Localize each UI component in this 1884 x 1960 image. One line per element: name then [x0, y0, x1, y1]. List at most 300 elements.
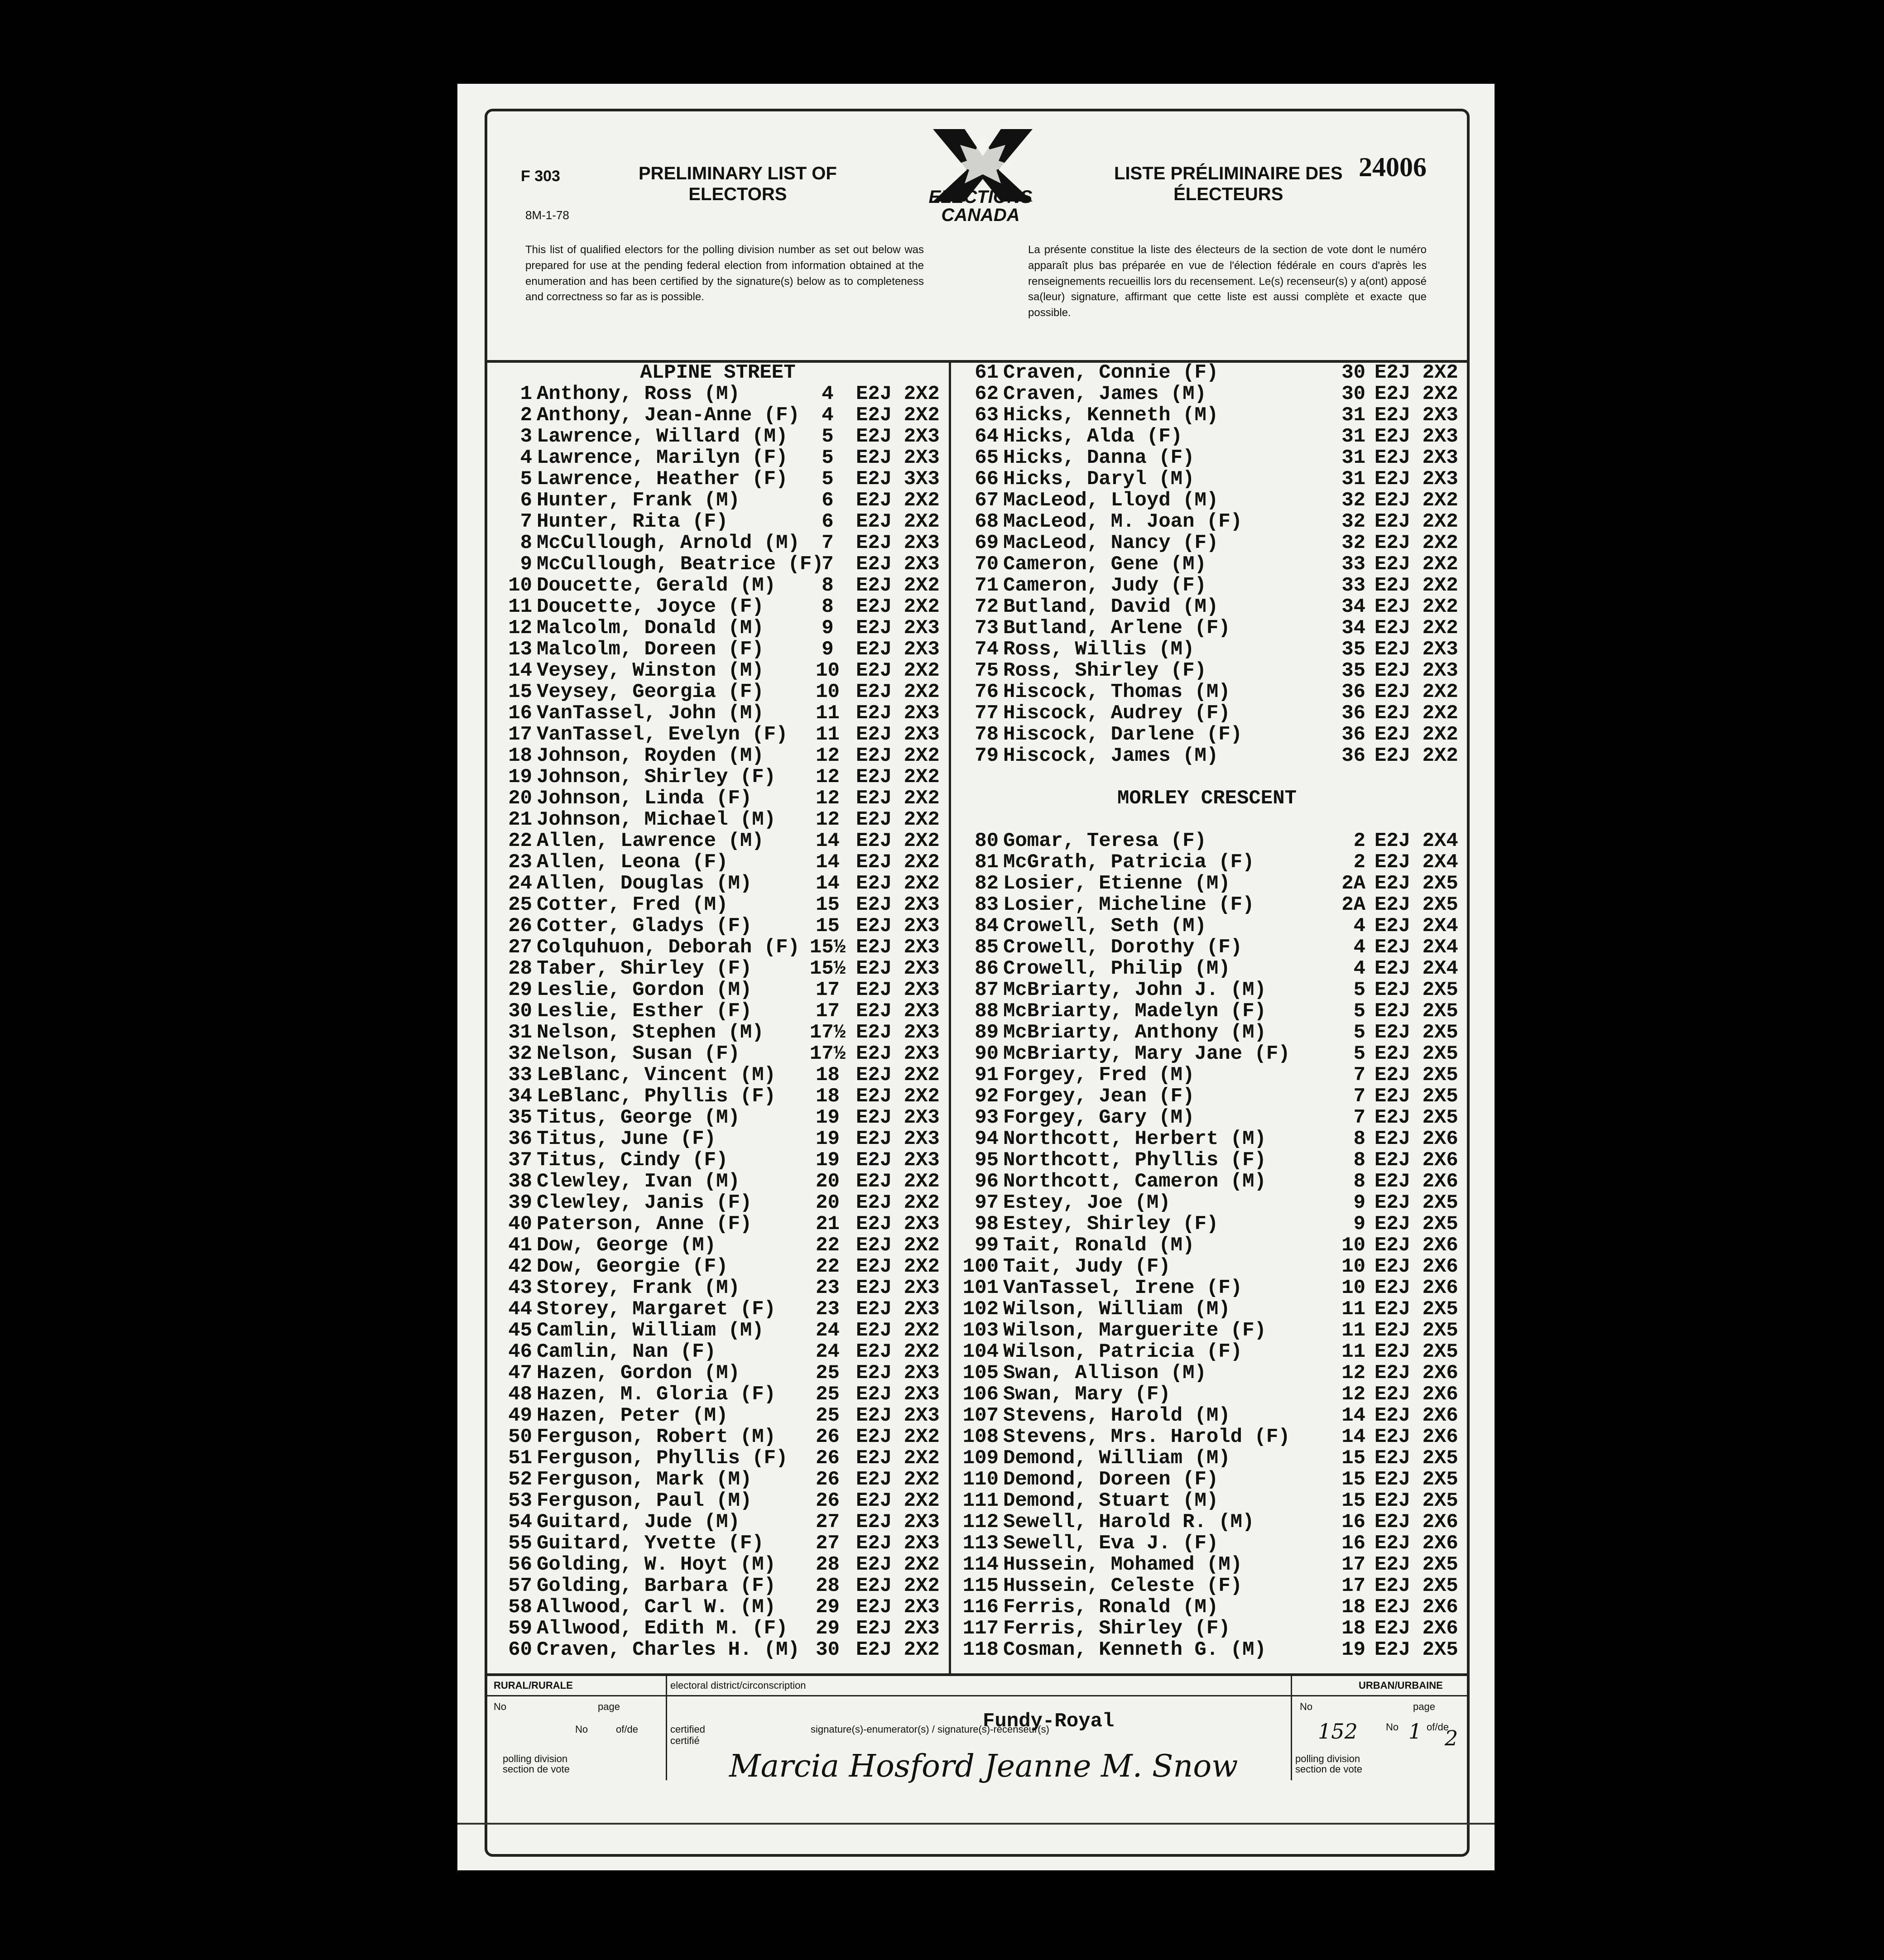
house-number: 23: [816, 1298, 840, 1321]
postal-code: E2J 2X2: [1375, 361, 1458, 384]
postal-code: E2J 2X6: [1375, 1234, 1458, 1257]
elector-number: 15: [508, 681, 532, 703]
elector-name: Butland, David (M): [1003, 596, 1219, 618]
elector-number: 79: [975, 745, 999, 767]
house-number: 2: [1353, 851, 1365, 874]
street-heading: ALPINE STREET: [640, 361, 796, 384]
urban-section-vote-label: section de vote: [1295, 1763, 1362, 1775]
elector-name: Stevens, Harold (M): [1003, 1404, 1230, 1427]
house-number: 12: [816, 766, 840, 788]
urban-of-label: of/de: [1427, 1721, 1449, 1733]
house-number: 4: [822, 383, 834, 405]
house-number: 14: [1341, 1426, 1365, 1448]
urban-no-label: No: [1300, 1701, 1313, 1712]
elector-name: Camlin, Nan (F): [537, 1340, 716, 1363]
elector-name: Cosman, Kenneth G. (M): [1003, 1638, 1266, 1661]
elector-row: [953, 362, 1461, 384]
elector-number: 71: [975, 574, 999, 597]
elector-name: Demond, William (M): [1003, 1447, 1230, 1470]
elector-row: [953, 490, 1461, 511]
elector-row: [953, 1192, 1461, 1214]
elector-number: 73: [975, 617, 999, 639]
elector-row: [953, 1427, 1461, 1448]
elector-row: [953, 1341, 1461, 1363]
elector-number: 93: [975, 1106, 999, 1129]
elector-number: 62: [975, 383, 999, 405]
elector-number: 97: [975, 1191, 999, 1214]
elector-name: Guitard, Jude (M): [537, 1511, 740, 1533]
elector-number: 86: [975, 957, 999, 980]
elector-number: 116: [962, 1596, 999, 1619]
house-number: 11: [816, 702, 840, 725]
postal-code: E2J 2X6: [1375, 1532, 1458, 1555]
elector-number: 83: [975, 894, 999, 916]
postal-code: E2J 2X3: [856, 957, 940, 980]
elector-name: Malcolm, Doreen (F): [537, 638, 764, 661]
elector-number: 20: [508, 787, 532, 810]
elector-row: [489, 1320, 947, 1341]
postal-code: E2J 2X5: [1375, 872, 1458, 895]
elector-name: Camlin, William (M): [537, 1319, 764, 1342]
elector-number: 39: [508, 1191, 532, 1214]
elector-number: 33: [508, 1064, 532, 1086]
postal-code: E2J 2X2: [856, 766, 940, 788]
house-number: 31: [1341, 404, 1365, 427]
elector-name: Golding, Barbara (F): [537, 1575, 776, 1597]
house-number: 4: [1353, 936, 1365, 959]
elector-row: [489, 980, 947, 1001]
elector-number: 91: [975, 1064, 999, 1086]
elector-row: [489, 384, 947, 405]
elector-row: [953, 1065, 1461, 1086]
elector-name: Hiscock, Audrey (F): [1003, 702, 1230, 725]
elector-row: [953, 554, 1461, 575]
postal-code: E2J 2X5: [1375, 1553, 1458, 1576]
postal-code: E2J 2X3: [856, 1128, 940, 1150]
elector-row: [953, 384, 1461, 405]
house-number: 15: [1341, 1489, 1365, 1512]
elector-name: Dow, Georgie (F): [537, 1255, 728, 1278]
elector-row: [953, 1086, 1461, 1107]
postal-code: E2J 2X3: [856, 1404, 940, 1427]
elector-row: [489, 1597, 947, 1618]
elector-name: Doucette, Joyce (F): [537, 596, 764, 618]
house-number: 12: [816, 787, 840, 810]
postal-code: E2J 2X6: [1375, 1128, 1458, 1150]
postal-code: E2J 2X3: [856, 638, 940, 661]
house-number: 18: [1341, 1617, 1365, 1640]
elector-name: Forgey, Jean (F): [1003, 1085, 1195, 1108]
postal-code: E2J 2X2: [856, 808, 940, 831]
title-english: [639, 163, 837, 205]
house-number: 29: [816, 1617, 840, 1640]
elector-name: Butland, Arlene (F): [1003, 617, 1230, 639]
elector-number: 16: [508, 702, 532, 725]
elector-row: [489, 937, 947, 958]
logo-line1: ELECTIONS: [928, 187, 1033, 207]
elector-row: [953, 1639, 1461, 1661]
elector-row: [489, 1022, 947, 1043]
urban-polling-division-label: polling division: [1295, 1753, 1360, 1764]
elector-name: McBriarty, Anthony (M): [1003, 1021, 1266, 1044]
bottom-rule: [457, 1823, 1495, 1825]
elector-number: 68: [975, 510, 999, 533]
postal-code: E2J 2X2: [856, 1447, 940, 1470]
house-number: 26: [816, 1426, 840, 1448]
elector-number: 53: [508, 1489, 532, 1512]
elector-name: Taber, Shirley (F): [537, 957, 752, 980]
elector-row: [489, 1001, 947, 1022]
house-number: 8: [822, 574, 834, 597]
elector-name: Estey, Joe (M): [1003, 1191, 1171, 1214]
house-number: 15: [1341, 1447, 1365, 1470]
elector-row: [953, 1576, 1461, 1597]
house-number: 25: [816, 1362, 840, 1384]
house-number: 15: [1341, 1468, 1365, 1491]
house-number: 12: [816, 808, 840, 831]
elector-number: 6: [520, 489, 532, 512]
house-number: 11: [1341, 1340, 1365, 1363]
elector-row: [953, 1214, 1461, 1235]
house-number: 7: [1353, 1085, 1365, 1108]
elector-rows-left: [489, 384, 947, 1661]
house-number: 14: [816, 872, 840, 895]
house-number: 6: [822, 489, 834, 512]
elector-row: [489, 1065, 947, 1086]
elector-number: 13: [508, 638, 532, 661]
house-number: 35: [1341, 638, 1365, 661]
elector-row: [489, 1256, 947, 1278]
elector-number: 74: [975, 638, 999, 661]
rural-polling-division-label: polling division: [503, 1753, 568, 1764]
postal-code: E2J 2X3: [856, 425, 940, 448]
elector-number: 72: [975, 596, 999, 618]
house-number: 5: [822, 447, 834, 469]
elector-row: [489, 873, 947, 894]
postal-code: E2J 2X2: [856, 830, 940, 852]
postal-code: E2J 2X5: [1375, 1575, 1458, 1597]
elector-row: [953, 1320, 1461, 1341]
elector-name: McBriarty, Madelyn (F): [1003, 1000, 1266, 1023]
elector-name: Hicks, Alda (F): [1003, 425, 1183, 448]
house-number: 17: [1341, 1575, 1365, 1597]
house-number: 5: [822, 468, 834, 490]
house-number: 14: [1341, 1404, 1365, 1427]
postal-code: E2J 2X5: [1375, 1468, 1458, 1491]
postal-code: E2J 2X3: [856, 553, 940, 576]
elector-name: Estey, Shirley (F): [1003, 1213, 1219, 1235]
house-number: 17½: [809, 1021, 846, 1044]
elector-row: [953, 1001, 1461, 1022]
elector-number: 45: [508, 1319, 532, 1342]
elector-name: Craven, Connie (F): [1003, 361, 1219, 384]
street-heading: MORLEY CRESCENT: [1117, 787, 1297, 810]
urban-no-label-2: No: [1386, 1721, 1399, 1733]
postal-code: E2J 2X2: [1375, 574, 1458, 597]
elector-number: 84: [975, 915, 999, 937]
rural-of-label: of/de: [616, 1724, 638, 1735]
elector-name: Ferguson, Phyllis (F): [537, 1447, 788, 1470]
postal-code: E2J 2X2: [856, 1191, 940, 1214]
rural-page-label: page: [598, 1701, 620, 1712]
elector-number: 4: [520, 447, 532, 469]
elector-row: [953, 831, 1461, 852]
elector-number: 101: [962, 1277, 999, 1299]
elector-name: Johnson, Royden (M): [537, 745, 764, 767]
postal-code: E2J 2X3: [856, 894, 940, 916]
elector-number: 109: [962, 1447, 999, 1470]
house-number: 12: [816, 745, 840, 767]
elector-name: Allwood, Edith M. (F): [537, 1617, 788, 1640]
elector-number: 25: [508, 894, 532, 916]
elector-row: [953, 469, 1461, 490]
elector-name: Cameron, Gene (M): [1003, 553, 1206, 576]
elector-number: 28: [508, 957, 532, 980]
elector-name: Colquhuon, Deborah (F): [537, 936, 800, 959]
elector-number: 96: [975, 1170, 999, 1193]
elector-row: [489, 554, 947, 575]
house-number: 17½: [809, 1042, 846, 1065]
elector-name: Crowell, Dorothy (F): [1003, 936, 1243, 959]
house-number: 5: [822, 425, 834, 448]
house-number: 16: [1341, 1511, 1365, 1533]
house-number: 20: [816, 1170, 840, 1193]
elector-row: [489, 575, 947, 596]
elector-name: Sewell, Eva J. (F): [1003, 1532, 1219, 1555]
elector-number: 47: [508, 1362, 532, 1384]
house-number: 2A: [1341, 872, 1365, 895]
elector-name: Northcott, Phyllis (F): [1003, 1149, 1266, 1172]
elector-name: Anthony, Jean-Anne (F): [537, 404, 800, 427]
elector-number: 95: [975, 1149, 999, 1172]
elector-row: [489, 1405, 947, 1427]
elector-name: Storey, Frank (M): [537, 1277, 740, 1299]
elector-number: 92: [975, 1085, 999, 1108]
footer-rule: [1291, 1676, 1292, 1780]
elector-row: [953, 1405, 1461, 1427]
elector-row: [953, 852, 1461, 873]
intro-paragraph-french: La présente constitue la liste des électeurs de la section de vote dont le numéro apparaît plus bas préparée en vue de l'élection fédérale en cours d'après les renseignements recueillis lors du recensement. Le(s) recenseur(s) y a(ont) apposé sa(leur) signature, affirmant que cette liste est aussi complète et exacte que possible.: [1028, 244, 1427, 319]
elector-number: 106: [962, 1383, 999, 1406]
elector-number: 117: [962, 1617, 999, 1640]
postal-code: E2J 2X2: [856, 787, 940, 810]
postal-code: E2J 2X5: [1375, 1085, 1458, 1108]
elector-number: 64: [975, 425, 999, 448]
elector-row: [489, 1554, 947, 1576]
postal-code: E2J 2X3: [1375, 468, 1458, 490]
elector-row: [489, 660, 947, 682]
elector-name: Clewley, Ivan (M): [537, 1170, 740, 1193]
elector-rows-right-b: [953, 831, 1461, 1661]
elector-name: Northcott, Cameron (M): [1003, 1170, 1266, 1193]
elector-number: 65: [975, 447, 999, 469]
elector-row: [489, 1086, 947, 1107]
elector-number: 54: [508, 1511, 532, 1533]
elector-row: [489, 1235, 947, 1256]
elector-number: 90: [975, 1042, 999, 1065]
elector-number: 5: [520, 468, 532, 490]
house-number: 33: [1341, 574, 1365, 597]
elector-name: Craven, Charles H. (M): [537, 1638, 800, 1661]
elector-name: Hiscock, Darlene (F): [1003, 723, 1243, 746]
postal-code: E2J 2X5: [1375, 1191, 1458, 1214]
elector-row: [953, 1533, 1461, 1554]
elector-number: 56: [508, 1553, 532, 1576]
elector-column-left: [489, 362, 947, 1661]
house-number: 30: [816, 1638, 840, 1661]
title-french: [1114, 163, 1343, 205]
house-number: 19: [816, 1149, 840, 1172]
house-number: 26: [816, 1468, 840, 1491]
elector-number: 59: [508, 1617, 532, 1640]
elector-row: [953, 1235, 1461, 1256]
elector-row: [489, 469, 947, 490]
elector-name: Cotter, Gladys (F): [537, 915, 752, 937]
house-number: 12: [1341, 1362, 1365, 1384]
elector-number: 67: [975, 489, 999, 512]
elector-name: Sewell, Harold R. (M): [1003, 1511, 1254, 1533]
elector-name: Wilson, Patricia (F): [1003, 1340, 1243, 1363]
elector-row: [953, 1129, 1461, 1150]
postal-code: E2J 2X2: [856, 596, 940, 618]
postal-code: E2J 2X6: [1375, 1362, 1458, 1384]
house-number: 29: [816, 1596, 840, 1619]
house-number: 19: [1341, 1638, 1365, 1661]
elector-name: Hunter, Frank (M): [537, 489, 740, 512]
house-number: 17: [816, 1000, 840, 1023]
elector-name: Forgey, Gary (M): [1003, 1106, 1195, 1129]
elector-number: 9: [520, 553, 532, 576]
elector-name: Hazen, Gordon (M): [537, 1362, 740, 1384]
house-number: 16: [1341, 1532, 1365, 1555]
elector-number: 41: [508, 1234, 532, 1257]
elector-number: 58: [508, 1596, 532, 1619]
postal-code: E2J 2X6: [1375, 1170, 1458, 1193]
elector-number: 60: [508, 1638, 532, 1661]
title-english-line1: PRELIMINARY LIST OF: [639, 163, 837, 183]
postal-code: E2J 2X3: [1375, 425, 1458, 448]
postal-code: E2J 2X5: [1375, 1042, 1458, 1065]
elector-name: Losier, Micheline (F): [1003, 894, 1254, 916]
postal-code: E2J 2X5: [1375, 1064, 1458, 1086]
elector-number: 32: [508, 1042, 532, 1065]
house-number: 8: [822, 596, 834, 618]
elector-number: 108: [962, 1426, 999, 1448]
elector-row: [953, 1043, 1461, 1065]
elector-number: 30: [508, 1000, 532, 1023]
house-number: 22: [816, 1255, 840, 1278]
postal-code: E2J 2X5: [1375, 1021, 1458, 1044]
form-code-secondary: 8M-1-78: [525, 208, 569, 222]
elector-number: 3: [520, 425, 532, 448]
elector-number: 61: [975, 361, 999, 384]
house-number: 26: [816, 1489, 840, 1512]
house-number: 27: [816, 1511, 840, 1533]
elector-number: 37: [508, 1149, 532, 1172]
postal-code: E2J 2X3: [856, 1511, 940, 1533]
postal-code: E2J 2X3: [856, 1383, 940, 1406]
house-number: 7: [1353, 1106, 1365, 1129]
elector-number: 24: [508, 872, 532, 895]
elector-row: [953, 1022, 1461, 1043]
certified-label: certified: [670, 1724, 706, 1735]
elector-number: 12: [508, 617, 532, 639]
house-number: 9: [1353, 1213, 1365, 1235]
house-number: 36: [1341, 681, 1365, 703]
postal-code: E2J 2X3: [856, 1021, 940, 1044]
elector-row: [489, 1043, 947, 1065]
postal-code: E2J 2X3: [856, 723, 940, 746]
elector-number: 50: [508, 1426, 532, 1448]
postal-code: E2J 2X2: [1375, 510, 1458, 533]
elector-row: [489, 852, 947, 873]
elector-name: Lawrence, Marilyn (F): [537, 447, 788, 469]
elector-row: [953, 1171, 1461, 1192]
elector-row: [489, 1490, 947, 1512]
elector-row: [953, 1597, 1461, 1618]
elector-number: 31: [508, 1021, 532, 1044]
house-number: 36: [1341, 702, 1365, 725]
elector-row: [953, 639, 1461, 660]
house-number: 18: [1341, 1596, 1365, 1619]
house-number: 4: [822, 404, 834, 427]
postal-code: E2J 2X4: [1375, 830, 1458, 852]
house-number: 7: [1353, 1064, 1365, 1086]
postal-code: E2J 2X2: [1375, 681, 1458, 703]
house-number: 11: [816, 723, 840, 746]
rural-no-label: No: [494, 1701, 507, 1712]
postal-code: E2J 2X2: [856, 1553, 940, 1576]
elector-number: 113: [962, 1532, 999, 1555]
postal-code: E2J 2X3: [856, 702, 940, 725]
house-number: 10: [1341, 1277, 1365, 1299]
house-number: 35: [1341, 659, 1365, 682]
elector-number: 29: [508, 979, 532, 1001]
intro-paragraph-english: This list of qualified electors for the polling division number as set out below was prepared for use at the pending federal election from information obtained at the enumeration and has been certified by the signature(s) below as to completeness and correctness so far as is possible.: [525, 244, 924, 303]
postal-code: E2J 2X3: [1375, 659, 1458, 682]
postal-code: E2J 2X2: [1375, 745, 1458, 767]
elector-number: 8: [520, 532, 532, 554]
elector-name: Hussein, Mohamed (M): [1003, 1553, 1243, 1576]
postal-code: E2J 2X3: [1375, 638, 1458, 661]
postal-code: E2J 2X5: [1375, 979, 1458, 1001]
elector-name: Cameron, Judy (F): [1003, 574, 1206, 597]
house-number: 5: [1353, 979, 1365, 1001]
postal-code: E2J 2X2: [856, 1085, 940, 1108]
elector-number: 66: [975, 468, 999, 490]
elector-row: [489, 1171, 947, 1192]
postal-code: E2J 2X3: [856, 1298, 940, 1321]
postal-code: E2J 2X2: [1375, 532, 1458, 554]
elector-name: McCullough, Beatrice (F): [537, 553, 824, 576]
elector-row: [953, 1554, 1461, 1576]
elector-row: [953, 724, 1461, 745]
elector-name: Gomar, Teresa (F): [1003, 830, 1206, 852]
elector-row: [489, 1576, 947, 1597]
postal-code: E2J 2X2: [856, 1638, 940, 1661]
elector-name: Northcott, Herbert (M): [1003, 1128, 1266, 1150]
postal-code: E2J 2X2: [856, 1468, 940, 1491]
house-number: 14: [816, 851, 840, 874]
document-number: 24006: [1359, 152, 1427, 182]
elector-number: 80: [975, 830, 999, 852]
elector-name: Dow, George (M): [537, 1234, 716, 1257]
elector-row: [489, 809, 947, 831]
elector-name: Veysey, Winston (M): [537, 659, 764, 682]
house-number: 9: [822, 638, 834, 661]
house-number: 15½: [809, 957, 846, 980]
elector-number: 22: [508, 830, 532, 852]
